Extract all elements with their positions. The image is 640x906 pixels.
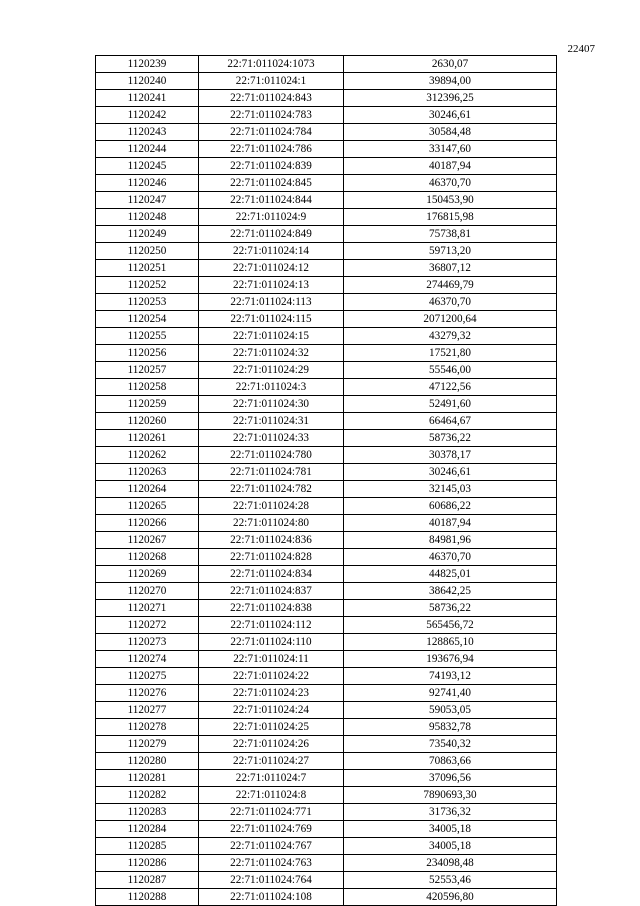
cadastral-number-cell: 22:71:011024:834 xyxy=(199,566,344,583)
table-row xyxy=(96,345,557,362)
table-row xyxy=(96,549,557,566)
value-cell: 34005,18 xyxy=(344,838,557,855)
value-cell: 193676,94 xyxy=(344,651,557,668)
record-number-cell: 1120247 xyxy=(96,192,199,209)
value-cell: 31736,32 xyxy=(344,804,557,821)
table-row xyxy=(96,481,557,498)
cadastral-number-cell: 22:71:011024:783 xyxy=(199,107,344,124)
table-row xyxy=(96,413,557,430)
value-cell: 40187,94 xyxy=(344,158,557,175)
record-number-cell: 1120287 xyxy=(96,872,199,889)
cadastral-number-cell: 22:71:011024:836 xyxy=(199,532,344,549)
value-cell: 73540,32 xyxy=(344,736,557,753)
table-row xyxy=(96,209,557,226)
registry-table xyxy=(95,55,557,906)
cadastral-number-cell: 22:71:011024:33 xyxy=(199,430,344,447)
table-row xyxy=(96,430,557,447)
table-row xyxy=(96,821,557,838)
value-cell: 70863,66 xyxy=(344,753,557,770)
record-number-cell: 1120273 xyxy=(96,634,199,651)
table-row xyxy=(96,872,557,889)
cadastral-number-cell: 22:71:011024:11 xyxy=(199,651,344,668)
cadastral-number-cell: 22:71:011024:1073 xyxy=(199,56,344,73)
value-cell: 38642,25 xyxy=(344,583,557,600)
table-row xyxy=(96,600,557,617)
cadastral-number-cell: 22:71:011024:767 xyxy=(199,838,344,855)
table-row xyxy=(96,226,557,243)
cadastral-number-cell: 22:71:011024:27 xyxy=(199,753,344,770)
record-number-cell: 1120269 xyxy=(96,566,199,583)
table-row xyxy=(96,855,557,872)
table-row xyxy=(96,889,557,906)
table-row xyxy=(96,770,557,787)
cadastral-number-cell: 22:71:011024:23 xyxy=(199,685,344,702)
table-row xyxy=(96,532,557,549)
record-number-cell: 1120263 xyxy=(96,464,199,481)
value-cell: 30246,61 xyxy=(344,107,557,124)
record-number-cell: 1120282 xyxy=(96,787,199,804)
table-row xyxy=(96,73,557,90)
value-cell: 2071200,64 xyxy=(344,311,557,328)
record-number-cell: 1120251 xyxy=(96,260,199,277)
cadastral-number-cell: 22:71:011024:771 xyxy=(199,804,344,821)
value-cell: 565456,72 xyxy=(344,617,557,634)
table-row xyxy=(96,328,557,345)
value-cell: 17521,80 xyxy=(344,345,557,362)
record-number-cell: 1120248 xyxy=(96,209,199,226)
value-cell: 58736,22 xyxy=(344,430,557,447)
record-number-cell: 1120255 xyxy=(96,328,199,345)
value-cell: 176815,98 xyxy=(344,209,557,226)
value-cell: 55546,00 xyxy=(344,362,557,379)
value-cell: 40187,94 xyxy=(344,515,557,532)
record-number-cell: 1120271 xyxy=(96,600,199,617)
value-cell: 58736,22 xyxy=(344,600,557,617)
table-row xyxy=(96,498,557,515)
value-cell: 46370,70 xyxy=(344,294,557,311)
table-row xyxy=(96,787,557,804)
record-number-cell: 1120265 xyxy=(96,498,199,515)
cadastral-number-cell: 22:71:011024:28 xyxy=(199,498,344,515)
cadastral-number-cell: 22:71:011024:29 xyxy=(199,362,344,379)
cadastral-number-cell: 22:71:011024:14 xyxy=(199,243,344,260)
cadastral-number-cell: 22:71:011024:782 xyxy=(199,481,344,498)
cadastral-number-cell: 22:71:011024:786 xyxy=(199,141,344,158)
value-cell: 274469,79 xyxy=(344,277,557,294)
table-row xyxy=(96,464,557,481)
value-cell: 33147,60 xyxy=(344,141,557,158)
record-number-cell: 1120275 xyxy=(96,668,199,685)
record-number-cell: 1120239 xyxy=(96,56,199,73)
table-row xyxy=(96,617,557,634)
record-number-cell: 1120254 xyxy=(96,311,199,328)
record-number-cell: 1120268 xyxy=(96,549,199,566)
cadastral-number-cell: 22:71:011024:22 xyxy=(199,668,344,685)
value-cell: 92741,40 xyxy=(344,685,557,702)
table-row xyxy=(96,736,557,753)
table-row xyxy=(96,311,557,328)
value-cell: 7890693,30 xyxy=(344,787,557,804)
value-cell: 46370,70 xyxy=(344,175,557,192)
record-number-cell: 1120280 xyxy=(96,753,199,770)
cadastral-number-cell: 22:71:011024:12 xyxy=(199,260,344,277)
table-row xyxy=(96,515,557,532)
value-cell: 36807,12 xyxy=(344,260,557,277)
table-row xyxy=(96,583,557,600)
record-number-cell: 1120270 xyxy=(96,583,199,600)
page-number: 22407 xyxy=(567,43,595,55)
table-row xyxy=(96,243,557,260)
cadastral-number-cell: 22:71:011024:15 xyxy=(199,328,344,345)
cadastral-number-cell: 22:71:011024:769 xyxy=(199,821,344,838)
cadastral-number-cell: 22:71:011024:764 xyxy=(199,872,344,889)
cadastral-number-cell: 22:71:011024:781 xyxy=(199,464,344,481)
record-number-cell: 1120267 xyxy=(96,532,199,549)
record-number-cell: 1120278 xyxy=(96,719,199,736)
cadastral-number-cell: 22:71:011024:763 xyxy=(199,855,344,872)
table-row xyxy=(96,107,557,124)
record-number-cell: 1120242 xyxy=(96,107,199,124)
record-number-cell: 1120260 xyxy=(96,413,199,430)
cadastral-number-cell: 22:71:011024:112 xyxy=(199,617,344,634)
table-row xyxy=(96,566,557,583)
cadastral-number-cell: 22:71:011024:844 xyxy=(199,192,344,209)
registry-table-body xyxy=(96,56,557,906)
value-cell: 59053,05 xyxy=(344,702,557,719)
cadastral-number-cell: 22:71:011024:31 xyxy=(199,413,344,430)
record-number-cell: 1120283 xyxy=(96,804,199,821)
record-number-cell: 1120241 xyxy=(96,90,199,107)
cadastral-number-cell: 22:71:011024:837 xyxy=(199,583,344,600)
cadastral-number-cell: 22:71:011024:849 xyxy=(199,226,344,243)
value-cell: 128865,10 xyxy=(344,634,557,651)
cadastral-number-cell: 22:71:011024:845 xyxy=(199,175,344,192)
record-number-cell: 1120288 xyxy=(96,889,199,906)
value-cell: 95832,78 xyxy=(344,719,557,736)
record-number-cell: 1120252 xyxy=(96,277,199,294)
value-cell: 66464,67 xyxy=(344,413,557,430)
record-number-cell: 1120279 xyxy=(96,736,199,753)
record-number-cell: 1120284 xyxy=(96,821,199,838)
cadastral-number-cell: 22:71:011024:780 xyxy=(199,447,344,464)
value-cell: 46370,70 xyxy=(344,549,557,566)
table-row xyxy=(96,396,557,413)
value-cell: 84981,96 xyxy=(344,532,557,549)
value-cell: 150453,90 xyxy=(344,192,557,209)
value-cell: 75738,81 xyxy=(344,226,557,243)
cadastral-number-cell: 22:71:011024:110 xyxy=(199,634,344,651)
record-number-cell: 1120277 xyxy=(96,702,199,719)
cadastral-number-cell: 22:71:011024:25 xyxy=(199,719,344,736)
record-number-cell: 1120249 xyxy=(96,226,199,243)
record-number-cell: 1120262 xyxy=(96,447,199,464)
value-cell: 2630,07 xyxy=(344,56,557,73)
record-number-cell: 1120256 xyxy=(96,345,199,362)
table-row xyxy=(96,141,557,158)
table-row xyxy=(96,260,557,277)
value-cell: 420596,80 xyxy=(344,889,557,906)
record-number-cell: 1120276 xyxy=(96,685,199,702)
table-row xyxy=(96,294,557,311)
record-number-cell: 1120245 xyxy=(96,158,199,175)
table-row xyxy=(96,277,557,294)
value-cell: 74193,12 xyxy=(344,668,557,685)
value-cell: 47122,56 xyxy=(344,379,557,396)
table-row xyxy=(96,702,557,719)
cadastral-number-cell: 22:71:011024:115 xyxy=(199,311,344,328)
table-row xyxy=(96,668,557,685)
table-row xyxy=(96,56,557,73)
record-number-cell: 1120244 xyxy=(96,141,199,158)
table-row xyxy=(96,719,557,736)
table-row xyxy=(96,124,557,141)
table-row xyxy=(96,379,557,396)
record-number-cell: 1120253 xyxy=(96,294,199,311)
record-number-cell: 1120261 xyxy=(96,430,199,447)
value-cell: 60686,22 xyxy=(344,498,557,515)
cadastral-number-cell: 22:71:011024:828 xyxy=(199,549,344,566)
cadastral-number-cell: 22:71:011024:838 xyxy=(199,600,344,617)
record-number-cell: 1120274 xyxy=(96,651,199,668)
cadastral-number-cell: 22:71:011024:843 xyxy=(199,90,344,107)
value-cell: 43279,32 xyxy=(344,328,557,345)
value-cell: 30378,17 xyxy=(344,447,557,464)
value-cell: 312396,25 xyxy=(344,90,557,107)
table-row xyxy=(96,804,557,821)
record-number-cell: 1120272 xyxy=(96,617,199,634)
table-row xyxy=(96,634,557,651)
record-number-cell: 1120246 xyxy=(96,175,199,192)
value-cell: 30246,61 xyxy=(344,464,557,481)
cadastral-number-cell: 22:71:011024:24 xyxy=(199,702,344,719)
value-cell: 44825,01 xyxy=(344,566,557,583)
value-cell: 39894,00 xyxy=(344,73,557,90)
table-row xyxy=(96,447,557,464)
cadastral-number-cell: 22:71:011024:32 xyxy=(199,345,344,362)
cadastral-number-cell: 22:71:011024:13 xyxy=(199,277,344,294)
record-number-cell: 1120281 xyxy=(96,770,199,787)
record-number-cell: 1120266 xyxy=(96,515,199,532)
table-row xyxy=(96,753,557,770)
cadastral-number-cell: 22:71:011024:8 xyxy=(199,787,344,804)
value-cell: 234098,48 xyxy=(344,855,557,872)
table-row xyxy=(96,90,557,107)
value-cell: 52491,60 xyxy=(344,396,557,413)
cadastral-number-cell: 22:71:011024:839 xyxy=(199,158,344,175)
cadastral-number-cell: 22:71:011024:30 xyxy=(199,396,344,413)
table-row xyxy=(96,651,557,668)
table-row xyxy=(96,838,557,855)
cadastral-number-cell: 22:71:011024:80 xyxy=(199,515,344,532)
cadastral-number-cell: 22:71:011024:113 xyxy=(199,294,344,311)
record-number-cell: 1120243 xyxy=(96,124,199,141)
record-number-cell: 1120250 xyxy=(96,243,199,260)
table-row xyxy=(96,685,557,702)
cadastral-number-cell: 22:71:011024:1 xyxy=(199,73,344,90)
record-number-cell: 1120264 xyxy=(96,481,199,498)
value-cell: 52553,46 xyxy=(344,872,557,889)
cadastral-number-cell: 22:71:011024:9 xyxy=(199,209,344,226)
cadastral-number-cell: 22:71:011024:784 xyxy=(199,124,344,141)
cadastral-number-cell: 22:71:011024:3 xyxy=(199,379,344,396)
record-number-cell: 1120286 xyxy=(96,855,199,872)
record-number-cell: 1120240 xyxy=(96,73,199,90)
cadastral-number-cell: 22:71:011024:108 xyxy=(199,889,344,906)
record-number-cell: 1120259 xyxy=(96,396,199,413)
cadastral-number-cell: 22:71:011024:26 xyxy=(199,736,344,753)
value-cell: 34005,18 xyxy=(344,821,557,838)
table-row xyxy=(96,158,557,175)
table-row xyxy=(96,362,557,379)
value-cell: 37096,56 xyxy=(344,770,557,787)
table-row xyxy=(96,192,557,209)
value-cell: 59713,20 xyxy=(344,243,557,260)
record-number-cell: 1120257 xyxy=(96,362,199,379)
value-cell: 30584,48 xyxy=(344,124,557,141)
value-cell: 32145,03 xyxy=(344,481,557,498)
record-number-cell: 1120258 xyxy=(96,379,199,396)
table-row xyxy=(96,175,557,192)
record-number-cell: 1120285 xyxy=(96,838,199,855)
cadastral-number-cell: 22:71:011024:7 xyxy=(199,770,344,787)
